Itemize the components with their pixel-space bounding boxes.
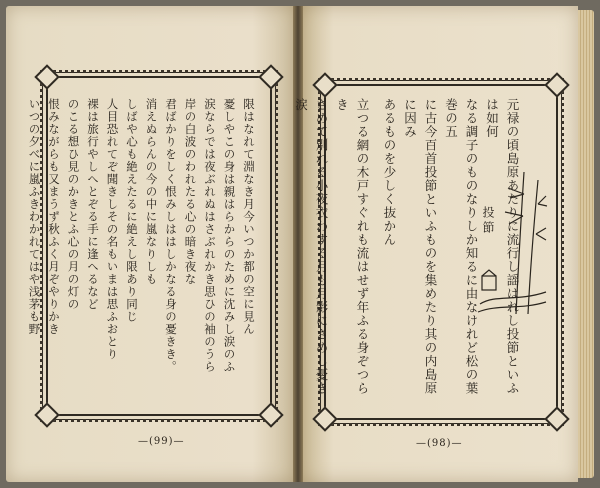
text-line: に古今百首投節といふものを集めたり其の内島原に因み — [402, 98, 438, 395]
text-line: のこる想ひ見のかきとふ心の月の灯の — [66, 98, 81, 311]
text-line: 裸は旅行やしへとぞる手に逢へるなど — [86, 98, 100, 311]
right-page-text-left-columns — [293, 98, 372, 404]
illustration-caption: 投節 — [481, 206, 495, 236]
text-line: 恨みながらも又まうず秋ふく月ぞやりかき — [47, 98, 61, 336]
text-line: 岸の白波のわれたる心の暗き夜な — [183, 98, 198, 286]
text-line: しばや心も絶えたるに絶えし限あり同じ — [125, 98, 139, 323]
bamboo-river-illustration — [476, 164, 548, 316]
page-edges — [578, 10, 594, 478]
text-line: 元禄の頃島原あたりに流行し謡はれし投節といふは如何 — [484, 98, 520, 395]
text-line: 限はなれて淵なき月今いつか都の空に見ん — [242, 98, 256, 336]
text-line: 消えぬらんの今の中に嵐なりしも — [144, 98, 159, 286]
text-line: 涙ならでは夜ぶれぬはさぶれかき思ひの袖のうら — [203, 98, 217, 373]
text-line: 人目恐れてぞ聞きしその名もいまは思ふおとり — [105, 98, 120, 361]
right-page-number: —(98)— — [416, 438, 463, 449]
text-line: 君ばかりをしく恨みしははしかなる身の憂きき。 — [164, 98, 178, 373]
text-line: なる調子のものなりしか知るに由なけれど松の葉巻の五 — [443, 98, 479, 395]
open-book — [6, 6, 594, 482]
left-page-text — [27, 98, 258, 398]
text-line: あるものを少しく抜かん — [382, 98, 397, 247]
text-line: さめて別れる小夜衣わする月も月影にさめし憂き涙 — [293, 98, 329, 395]
text-line: 憂しやこの身は親はらからのために沈みし涙のふ — [222, 98, 237, 373]
text-line: 立つる網の木戸すぐれも流はせず年ふる身ぞつらき — [334, 98, 370, 395]
left-page-number: —(99)— — [138, 436, 185, 447]
text-line: いつの夕べに嵐ふきわかれてはや浅茅も野 — [27, 98, 42, 336]
